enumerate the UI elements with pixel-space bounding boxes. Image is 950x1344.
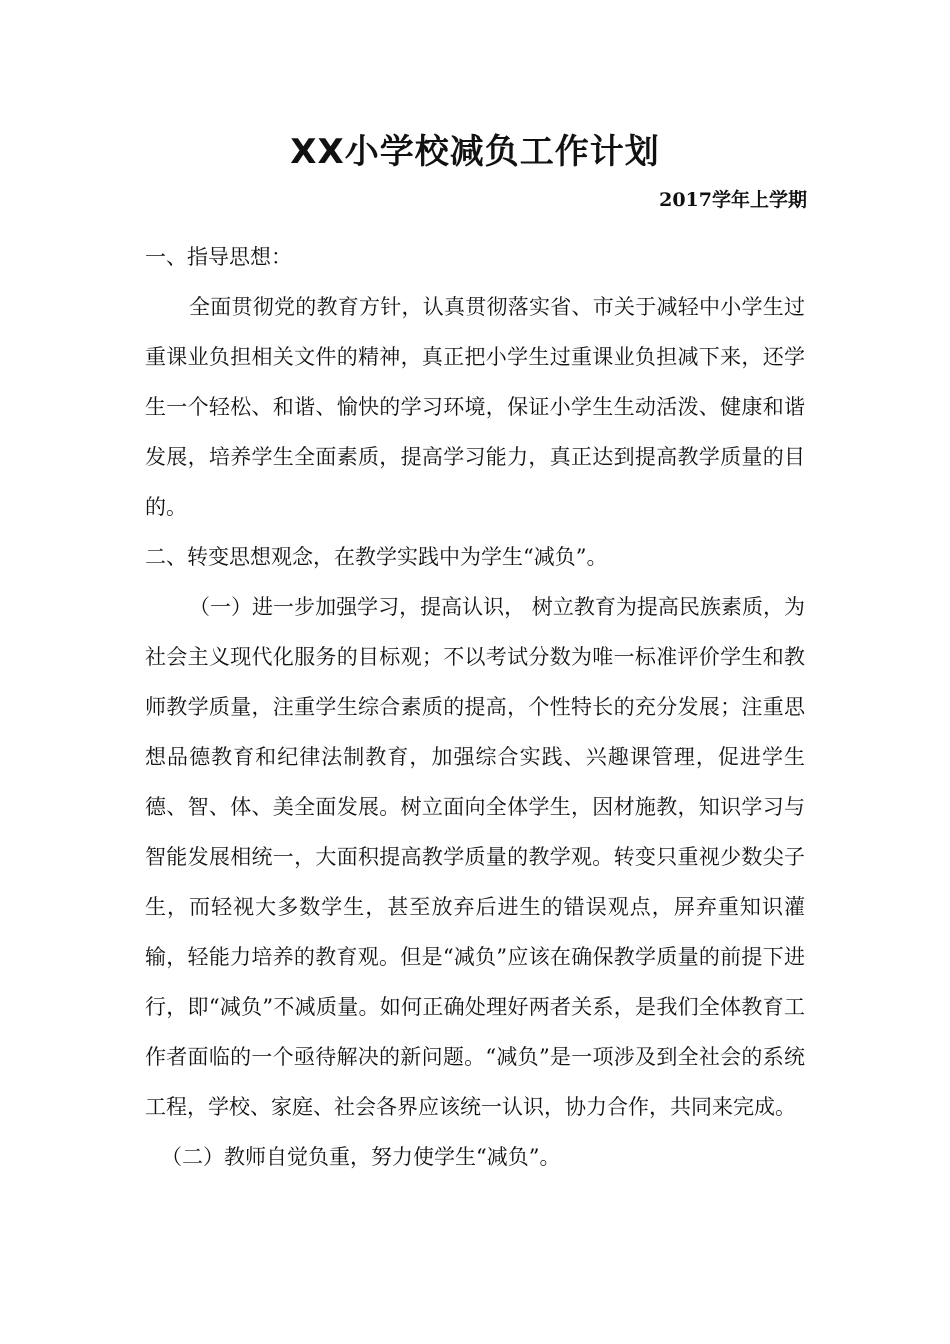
document-title: XX小学校减负工作计划 <box>290 132 660 172</box>
paragraph-subsection-1: （一）进一步加强学习，提高认识， 树立教育为提高民族素质，为社会主义现代化服务的目标观；不以考试分数为唯一标准评价学生和教师教学质量，注重学生综合素质的提高，个性特长的充分发展；注重思想品德教育和纪律法制教育，加强综合实践、兴趣课管理，促进学生德、智、体、美全面发展。树立面向全体学生，因材施教，知识学习与智能发展相统一，大面积提高教学质量的教学观。转变只重视少数尖子生，而轻视大多数学生，甚至放弃后进生的错误观点，屏弃重知识灌输，轻能力培养的教育观。但是“减负”应该在确保教学质量的前提下进行，即“减负”不减质量。如何正确处理好两者关系，是我们全体教育工作者面临的一个亟待解决的新问题。“减负”是一项涉及到全社会的系统工程，学校、家庭、社会各界应该统一认识，协力合作，共同来完成。 <box>145 595 805 1119</box>
section-heading-1: 一、指导思想： <box>145 245 292 269</box>
document-body <box>145 232 805 1182</box>
document-subtitle: 2017学年上学期 <box>659 189 807 211</box>
section-heading-2: 二、转变思想观念，在教学实践中为学生“减负”。 <box>145 545 608 569</box>
paragraph-guiding-thought: 全面贯彻党的教育方针，认真贯彻落实省、市关于减轻中小学生过重课业负担相关文件的精神，真正把小学生过重课业负担减下来，还学生一个轻松、和谐、愉快的学习环境，保证小学生生动活泼、健康和谐发展，培养学生全面素质，提高学习能力，真正达到提高教学质量的目的。 <box>145 295 805 519</box>
subsection-heading-2: （二）教师自觉负重，努力使学生“减负”。 <box>161 1145 561 1169</box>
